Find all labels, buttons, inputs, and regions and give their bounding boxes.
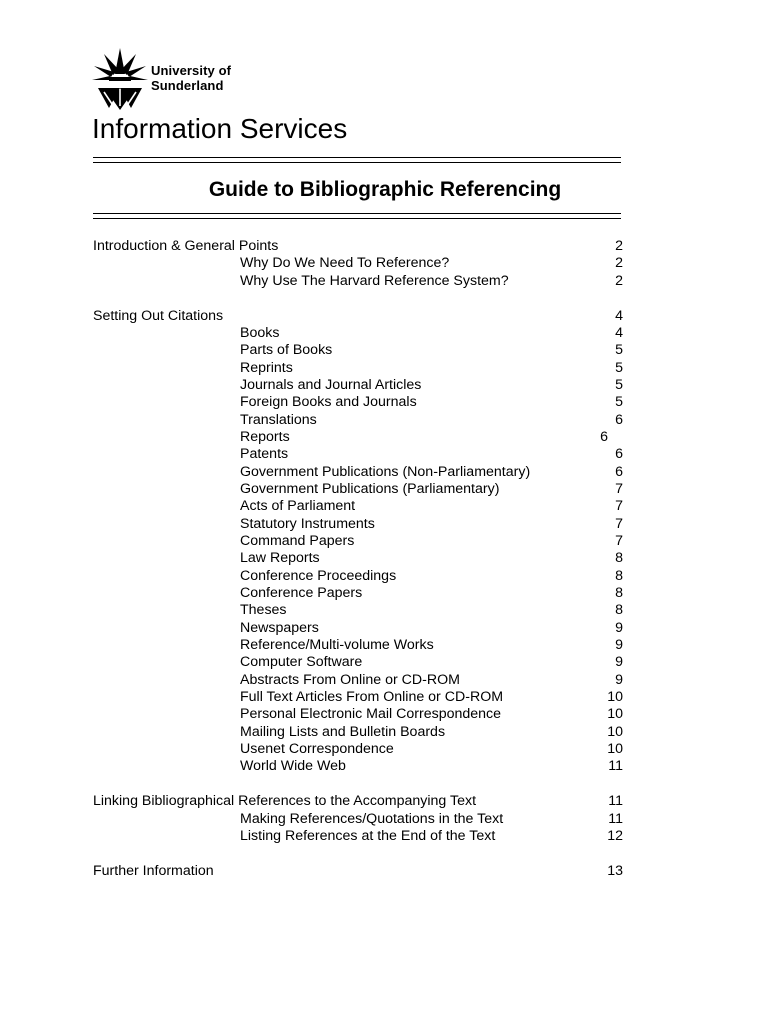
toc-entry-label: Law Reports: [240, 550, 320, 567]
toc-entry: [93, 620, 633, 637]
university-logo: [92, 46, 262, 110]
toc-entry-label: Computer Software: [240, 654, 363, 671]
toc-page-number: 4: [615, 324, 623, 341]
toc-page-number: 6: [615, 463, 623, 480]
toc-entry-label: Reports: [240, 428, 290, 445]
toc-page-number: 13: [607, 862, 623, 879]
toc-entry-label: Acts of Parliament: [240, 498, 356, 515]
toc-entry: [93, 498, 633, 515]
toc-entry-label: Patents: [240, 446, 289, 463]
toc-entry-label: Listing References at the End of the Text: [240, 828, 496, 844]
toc-entry-label: Statutory Instruments: [240, 515, 375, 532]
toc-section: [93, 793, 633, 845]
page-title: Information Services: [92, 113, 348, 144]
toc-section-title: Further Information: [93, 862, 214, 879]
toc-entry-label: Usenet Correspondence: [240, 741, 394, 758]
toc-entry-label: Mailing Lists and Bulletin Boards: [240, 723, 446, 740]
toc-page-number: 8: [615, 585, 623, 602]
toc-section: [93, 238, 633, 290]
toc-entry-label: Reference/Multi-volume Works: [240, 637, 434, 654]
toc-entry: [93, 446, 633, 463]
toc-entry-label: Making References/Quotations in the Text: [240, 810, 504, 827]
guide-subtitle: Guide to Bibliographic Referencing: [208, 178, 562, 201]
toc-page-number: 10: [607, 723, 623, 740]
toc-page-number: 11: [608, 793, 623, 810]
toc-page-number: 6: [600, 428, 608, 445]
toc-entry-label: Parts of Books: [240, 342, 333, 359]
toc-entry-label: Foreign Books and Journals: [240, 394, 417, 411]
toc-entry: [93, 654, 633, 671]
toc-page-number: 5: [615, 394, 623, 411]
toc-page-number: 2: [615, 272, 623, 289]
toc-entry: [93, 377, 633, 394]
toc-section-row: [93, 238, 633, 255]
toc-entry-label: Full Text Articles From Online or CD-ROM: [240, 689, 504, 706]
toc-entry-label: Translations: [240, 411, 317, 428]
toc-entry: [93, 342, 633, 359]
toc-page-number: 7: [615, 533, 623, 549]
toc-page-number: 12: [607, 828, 623, 844]
toc-entry: [93, 706, 633, 723]
toc-entry-label: Why Use The Harvard Reference System?: [240, 272, 509, 289]
toc-entry: [93, 741, 633, 758]
toc-page-number: 8: [615, 550, 623, 567]
toc-page-number: 2: [615, 255, 623, 272]
toc-entry: [93, 550, 633, 567]
toc-page-number: 5: [615, 359, 623, 376]
toc-page-number: 10: [607, 706, 623, 723]
toc-entry: [93, 689, 633, 706]
toc-entry-label: Abstracts From Online or CD-ROM: [240, 671, 460, 688]
toc-section-title: Setting Out Citations: [93, 307, 224, 324]
toc-entry-label: Command Papers: [240, 533, 355, 549]
toc-page-number: 2: [615, 238, 623, 254]
toc-entry: [93, 255, 633, 272]
toc-entry-label: Government Publications (Parliamentary): [240, 480, 500, 497]
toc-page-number: 10: [607, 741, 623, 758]
toc-page-number: 4: [615, 307, 623, 324]
toc-page-number: 5: [615, 376, 623, 393]
toc-section-title: Introduction & General Points: [93, 238, 279, 254]
toc-page-number: 7: [615, 480, 623, 497]
toc-entry: [93, 464, 633, 481]
toc-page-number: 7: [615, 515, 623, 532]
toc-page-number: 11: [608, 758, 623, 775]
toc-entry-label: Why Do We Need To Reference?: [240, 255, 450, 272]
toc-page-number: 9: [615, 671, 623, 688]
toc-entry-label: Newspapers: [240, 619, 319, 636]
toc-section-row: [93, 308, 633, 325]
toc-entry-label: Theses: [240, 602, 287, 619]
toc-entry: [93, 602, 633, 619]
toc-section: [93, 863, 633, 880]
toc-page-number: 9: [615, 637, 623, 654]
logo-line-2: Sunderland: [151, 78, 224, 93]
toc-entry: [93, 758, 633, 775]
toc-page-number: 9: [615, 654, 623, 671]
toc-entry-label: Government Publications (Non-Parliamentary): [240, 463, 531, 480]
toc-entry: [93, 672, 633, 689]
toc-page-number: 8: [615, 602, 623, 619]
toc-section-row: [93, 863, 633, 880]
toc-entry-label: Conference Papers: [240, 585, 363, 602]
toc-entry: [93, 533, 633, 550]
toc-entry: [93, 828, 633, 845]
toc-entry: [93, 811, 633, 828]
toc-entry-label: Journals and Journal Articles: [240, 376, 422, 393]
toc-page-number: 11: [608, 810, 623, 827]
toc-entry: [93, 481, 633, 498]
toc-entry-label: World Wide Web: [240, 758, 346, 775]
toc-entry: [93, 637, 633, 654]
toc-entry: [93, 516, 633, 533]
toc-entry-label: Conference Proceedings: [240, 567, 397, 584]
toc-entry-label: Personal Electronic Mail Correspondence: [240, 706, 502, 723]
toc-section-row: [93, 793, 633, 810]
toc-entry: [93, 412, 633, 429]
toc-page-number: 5: [615, 342, 623, 359]
toc-section-title: Linking Bibliographical References to the Accompanying Text: [93, 793, 477, 810]
table-of-contents: [93, 238, 633, 898]
toc-entry-label: Books: [240, 324, 280, 341]
top-divider: [93, 157, 621, 163]
sunburst-crest-icon: [92, 46, 148, 110]
toc-page-number: 7: [615, 498, 623, 515]
toc-entry: [93, 273, 633, 290]
bottom-divider: [93, 213, 621, 219]
logo-line-1: University of: [151, 63, 232, 78]
toc-page-number: 9: [615, 619, 623, 636]
toc-page-number: 6: [615, 446, 623, 463]
toc-entry: [93, 360, 633, 377]
toc-section: [93, 308, 633, 776]
toc-page-number: 6: [615, 411, 623, 428]
toc-entry: [93, 568, 633, 585]
toc-entry: [93, 394, 633, 411]
toc-entry: [93, 585, 633, 602]
toc-page-number: 8: [615, 567, 623, 584]
toc-entry: [93, 325, 633, 342]
toc-entry-label: Reprints: [240, 359, 293, 376]
toc-entry: [93, 724, 633, 741]
toc-page-number: 10: [607, 689, 623, 706]
toc-entry: [93, 429, 633, 446]
